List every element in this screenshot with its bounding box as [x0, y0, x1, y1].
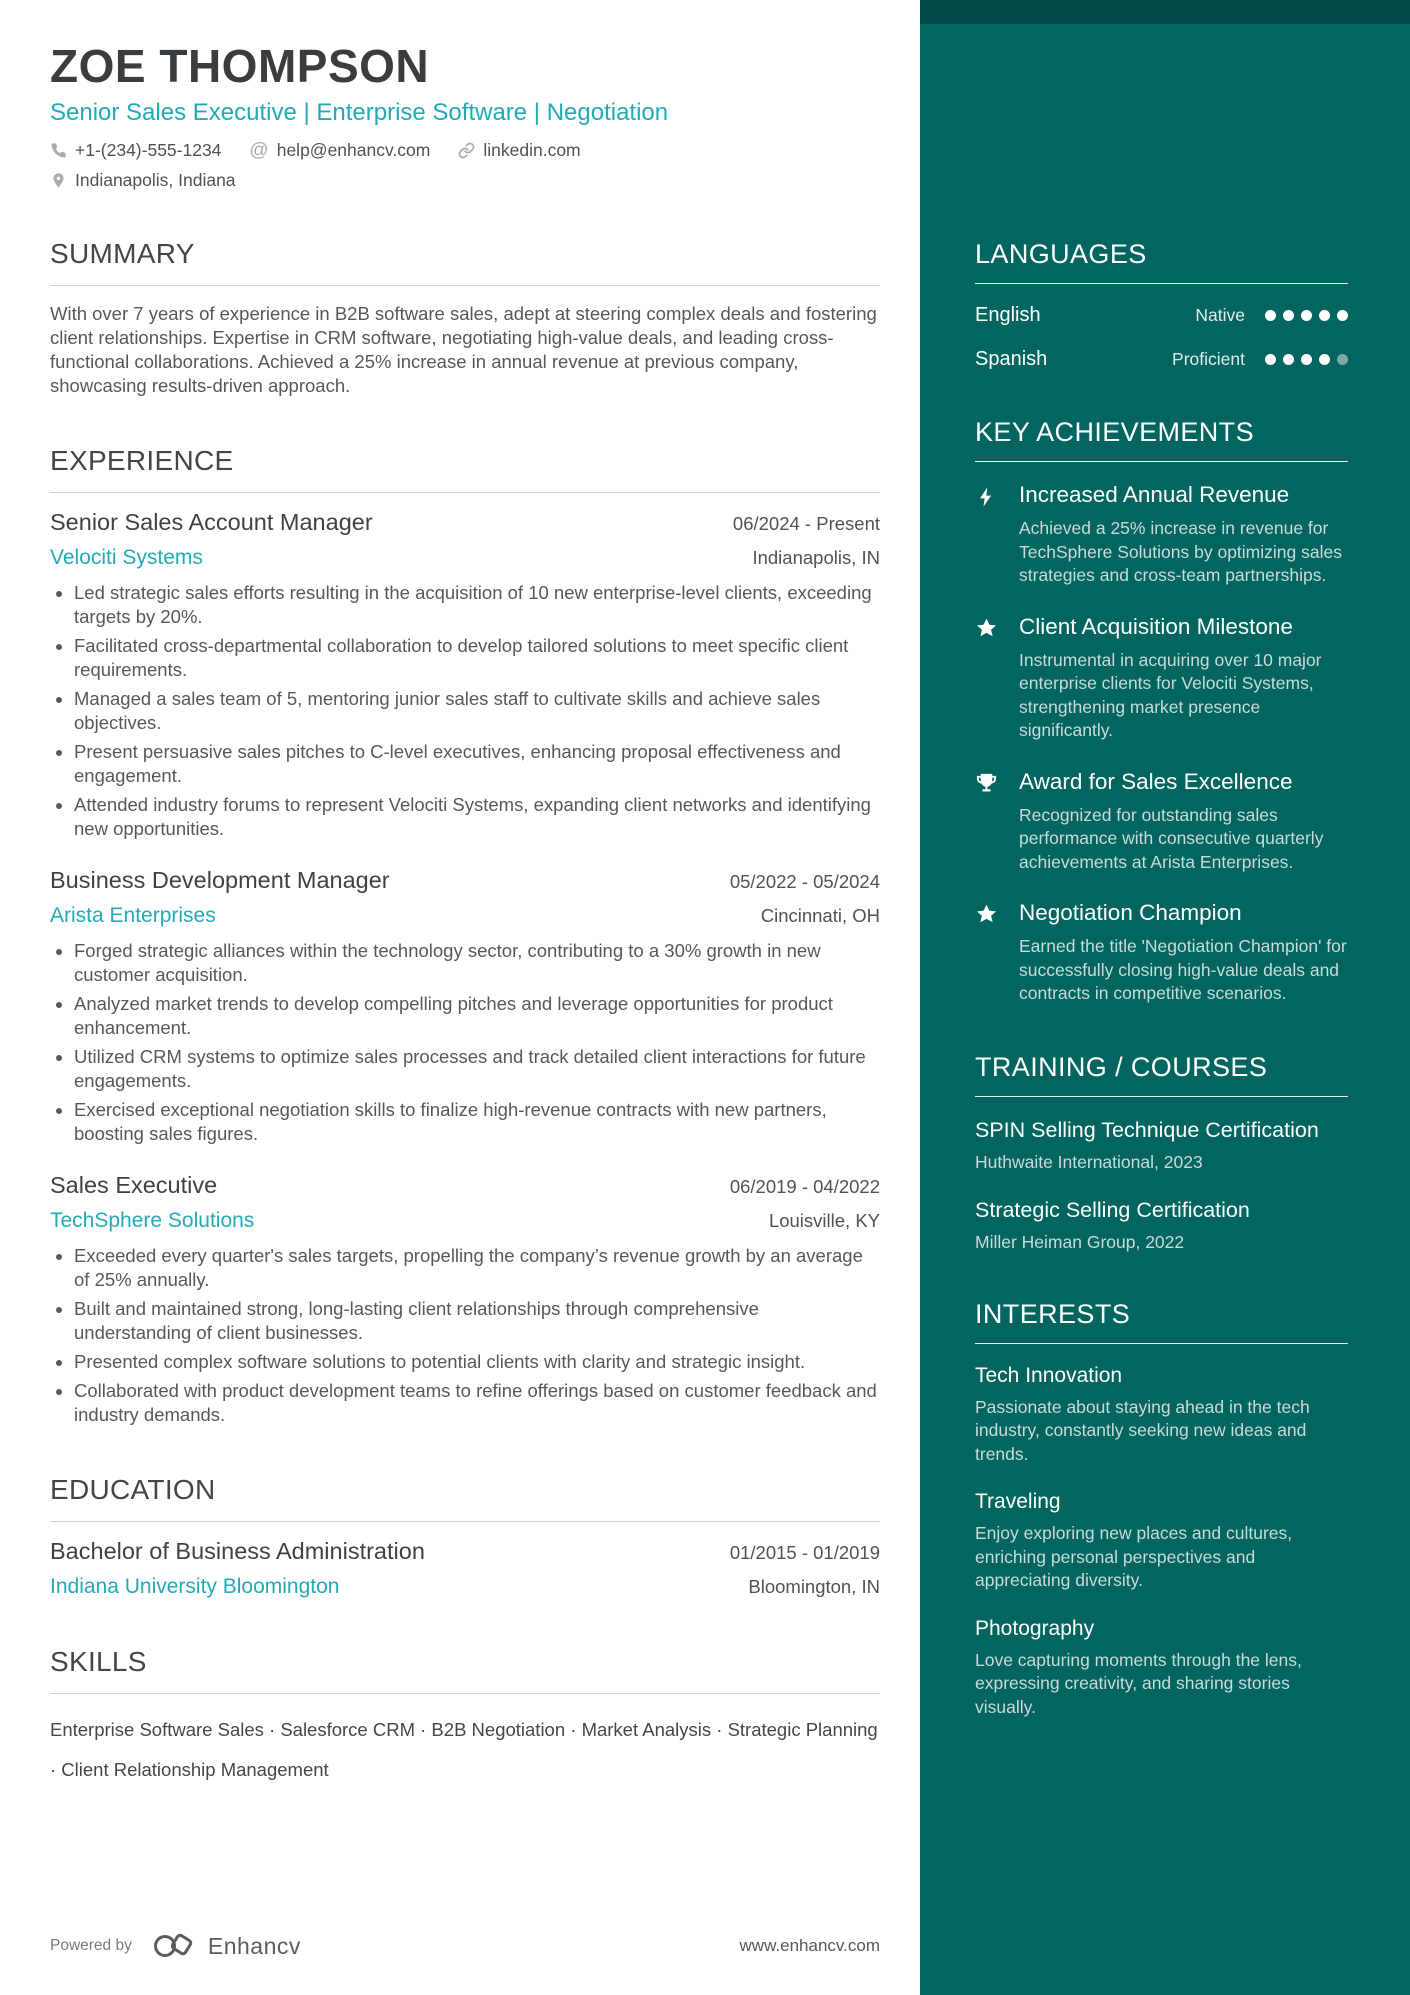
star-icon	[975, 900, 1019, 1006]
interests-section	[975, 1299, 1348, 1720]
job-bullet: • Present persuasive sales pitches to C-level executives, enhancing proposal effectiveness and engagement.	[74, 740, 880, 788]
phone-number: +1-(234)-555-1234	[75, 140, 222, 161]
job-dates: 05/2022 - 05/2024	[729, 870, 880, 892]
course-item	[975, 1197, 1348, 1253]
rating-dot	[1301, 310, 1312, 321]
job-bullet: • Forged strategic alliances within the technology sector, contributing to a 30% growth in new customer acquisition.	[74, 939, 880, 987]
achievement-desc: Achieved a 25% increase in revenue for TechSphere Solutions by optimizing sales strategies and cross-team partnerships.	[1019, 518, 1342, 585]
rating-dot	[1319, 310, 1330, 321]
divider	[975, 461, 1348, 462]
job-dates: 06/2019 - 04/2022	[729, 1175, 880, 1197]
job-dates: 06/2024 - Present	[732, 512, 880, 534]
divider	[975, 283, 1348, 284]
achievement-item	[975, 482, 1348, 588]
job-bullet: • Attended industry forums to represent Velociti Systems, expanding client networks and identifying new opportunities.	[74, 793, 880, 841]
person-name: ZOE THOMPSON	[50, 40, 430, 92]
achievement-desc: Instrumental in acquiring over 10 major enterprise clients for Velociti Systems, strengthening market presence significantly.	[1019, 649, 1322, 740]
job-bullets	[50, 581, 880, 841]
powered-by-label: Powered by	[50, 1937, 132, 1954]
course-title: Strategic Selling Certification	[975, 1197, 1250, 1222]
achievement-desc: Recognized for outstanding sales performance with consecutive quarterly achievements at Arista Enterprises.	[1019, 804, 1324, 872]
headline: Senior Sales Executive | Enterprise Software | Negotiation	[50, 98, 669, 126]
job-company: TechSphere Solutions	[50, 1208, 255, 1232]
at-icon: @	[249, 139, 269, 161]
brand-name: Enhancv	[207, 1932, 301, 1959]
location-icon	[50, 172, 67, 189]
job-bullet: • Presented complex software solutions to potential clients with clarity and strategic insight.	[74, 1350, 880, 1374]
enhancv-logo-icon	[152, 1931, 198, 1961]
course-title: SPIN Selling Technique Certification	[975, 1117, 1319, 1142]
interest-item	[975, 1617, 1348, 1720]
rating-dot	[1265, 310, 1276, 321]
interest-desc: Passionate about staying ahead in the tech industry, constantly seeking new ideas and trends.	[975, 1396, 1310, 1464]
rating-dot	[1301, 354, 1312, 365]
divider	[50, 1693, 880, 1694]
phone-contact[interactable]	[50, 140, 221, 161]
rating-dot	[1283, 354, 1294, 365]
rating-dot	[1337, 310, 1348, 321]
lightning-icon	[975, 482, 1019, 588]
job-bullet: • Collaborated with product development teams to refine offerings based on customer feedback and industry demands.	[74, 1379, 880, 1427]
job-title: Business Development Manager	[50, 866, 390, 893]
link-icon	[458, 142, 475, 159]
interest-title: Photography	[975, 1616, 1095, 1640]
experience-heading: EXPERIENCE	[50, 444, 234, 476]
linkedin-contact[interactable]	[458, 140, 580, 161]
interest-desc: Love capturing moments through the lens, expressing creativity, and sharing stories visually.	[975, 1649, 1302, 1717]
job-bullets	[50, 1244, 880, 1427]
sidebar-top-strip	[920, 0, 1410, 24]
job-bullet: • Led strategic sales efforts resulting in the acquisition of 10 new enterprise-level clients, exceeding targets by 20%.	[74, 581, 880, 629]
education-section	[50, 1474, 880, 1599]
achievement-title: Client Acquisition Milestone	[1019, 613, 1293, 639]
job-company: Arista Enterprises	[50, 903, 216, 927]
rating-dot	[1265, 354, 1276, 365]
languages-heading: LANGUAGES	[975, 239, 1147, 269]
experience-section	[50, 445, 880, 1427]
achievement-item	[975, 900, 1348, 1006]
achievement-title: Negotiation Champion	[1019, 900, 1242, 925]
divider	[50, 492, 880, 493]
interest-item	[975, 1364, 1348, 1467]
linkedin-url: linkedin.com	[483, 140, 581, 161]
language-rating-dots	[1265, 310, 1348, 321]
achievement-title: Increased Annual Revenue	[1019, 482, 1290, 507]
divider	[975, 1343, 1348, 1344]
trophy-icon	[975, 769, 1019, 875]
job-bullet: • Analyzed market trends to develop compelling pitches and leverage opportunities for product enhancement.	[74, 992, 880, 1040]
phone-icon	[50, 142, 67, 159]
job-bullets	[50, 939, 880, 1146]
job-bullet: • Exceeded every quarter's sales targets, propelling the company’s revenue growth by an average of 25% annually.	[74, 1244, 880, 1292]
job-title: Sales Executive	[50, 1171, 218, 1198]
achievement-desc: Earned the title 'Negotiation Champion' for successfully closing high-value deals and contracts in competitive scenarios.	[1019, 936, 1347, 1003]
job-bullet: • Managed a sales team of 5, mentoring junior sales staff to cultivate skills and achieve sales objectives.	[74, 687, 880, 735]
summary-section	[50, 238, 880, 398]
school-name: Indiana University Bloomington	[50, 1574, 340, 1598]
job-location: Cincinnati, OH	[760, 904, 880, 926]
divider	[50, 1521, 880, 1522]
education-heading: EDUCATION	[50, 1473, 216, 1505]
language-rating-dots	[1265, 354, 1348, 365]
language-name: English	[975, 304, 1041, 326]
sidebar	[920, 0, 1410, 1995]
skills-section	[50, 1646, 880, 1790]
footer	[50, 1931, 880, 1961]
location-text: Indianapolis, Indiana	[75, 169, 236, 190]
course-org: Huthwaite International, 2023	[975, 1151, 1203, 1172]
job-bullet: • Exercised exceptional negotiation skills to finalize high-revenue contracts with new partners, boosting sales figures.	[74, 1098, 880, 1146]
language-name: Spanish	[975, 348, 1048, 370]
star-icon	[975, 614, 1019, 743]
achievements-section	[975, 417, 1348, 1006]
training-section	[975, 1052, 1348, 1253]
website-url[interactable]: www.enhancv.com	[739, 1936, 880, 1955]
summary-text: With over 7 years of experience in B2B software sales, adept at steering complex deals and fostering client relationships. Expertise in CRM software, negotiating high-value deals, and leading cross-functional collaborations. Achieved a 25% increase in annual revenue at previous company, showcasing results-driven approach.	[50, 302, 877, 396]
degree-title: Bachelor of Business Administration	[50, 1537, 425, 1564]
interest-item	[975, 1490, 1348, 1593]
rating-dot	[1337, 354, 1348, 365]
interest-desc: Enjoy exploring new places and cultures, enriching personal perspectives and appreciating diversity.	[975, 1523, 1293, 1590]
achievement-title: Award for Sales Excellence	[1019, 768, 1293, 794]
job-company: Velociti Systems	[50, 545, 203, 569]
location-contact	[50, 170, 236, 191]
interest-title: Tech Innovation	[975, 1363, 1123, 1387]
interest-title: Traveling	[975, 1490, 1061, 1513]
email-contact[interactable]	[249, 140, 430, 162]
job-bullet: • Utilized CRM systems to optimize sales processes and track detailed client interactions for future engagements.	[74, 1045, 880, 1093]
course-org: Miller Heiman Group, 2022	[975, 1231, 1185, 1252]
interests-heading: INTERESTS	[975, 1298, 1131, 1329]
achievements-heading: KEY ACHIEVEMENTS	[975, 417, 1254, 447]
training-heading: TRAINING / COURSES	[975, 1051, 1268, 1082]
job-title: Senior Sales Account Manager	[50, 508, 373, 535]
language-level: Native	[1195, 305, 1245, 325]
language-row	[975, 348, 1348, 371]
achievement-item	[975, 614, 1348, 743]
rating-dot	[1319, 354, 1330, 365]
divider	[50, 285, 880, 286]
main-column	[50, 0, 880, 1790]
school-location: Bloomington, IN	[748, 1575, 880, 1597]
job-entry	[50, 867, 880, 1146]
job-entry	[50, 509, 880, 841]
email-address: help@enhancv.com	[276, 140, 431, 161]
language-level: Proficient	[1172, 349, 1245, 369]
education-entry	[50, 1538, 880, 1599]
job-location: Indianapolis, IN	[752, 546, 880, 568]
rating-dot	[1283, 310, 1294, 321]
skills-list: Enterprise Software Sales · Salesforce CRM · B2B Negotiation · Market Analysis · Strategic Planning · Client Relationship Management	[50, 1718, 878, 1780]
achievement-item	[975, 769, 1348, 875]
course-item	[975, 1117, 1348, 1173]
summary-heading: SUMMARY	[50, 237, 195, 269]
job-bullet: • Built and maintained strong, long-lasting client relationships through comprehensive understanding of client businesses.	[74, 1297, 880, 1345]
job-bullet: • Facilitated cross-departmental collaboration to develop tailored solutions to meet specific client requirements.	[74, 634, 880, 682]
divider	[975, 1096, 1348, 1097]
skills-heading: SKILLS	[50, 1645, 147, 1677]
languages-section	[975, 239, 1348, 371]
job-entry	[50, 1172, 880, 1427]
contact-block	[50, 140, 880, 191]
job-location: Louisville, KY	[768, 1209, 880, 1231]
language-row	[975, 304, 1348, 327]
education-dates: 01/2015 - 01/2019	[729, 1541, 880, 1563]
